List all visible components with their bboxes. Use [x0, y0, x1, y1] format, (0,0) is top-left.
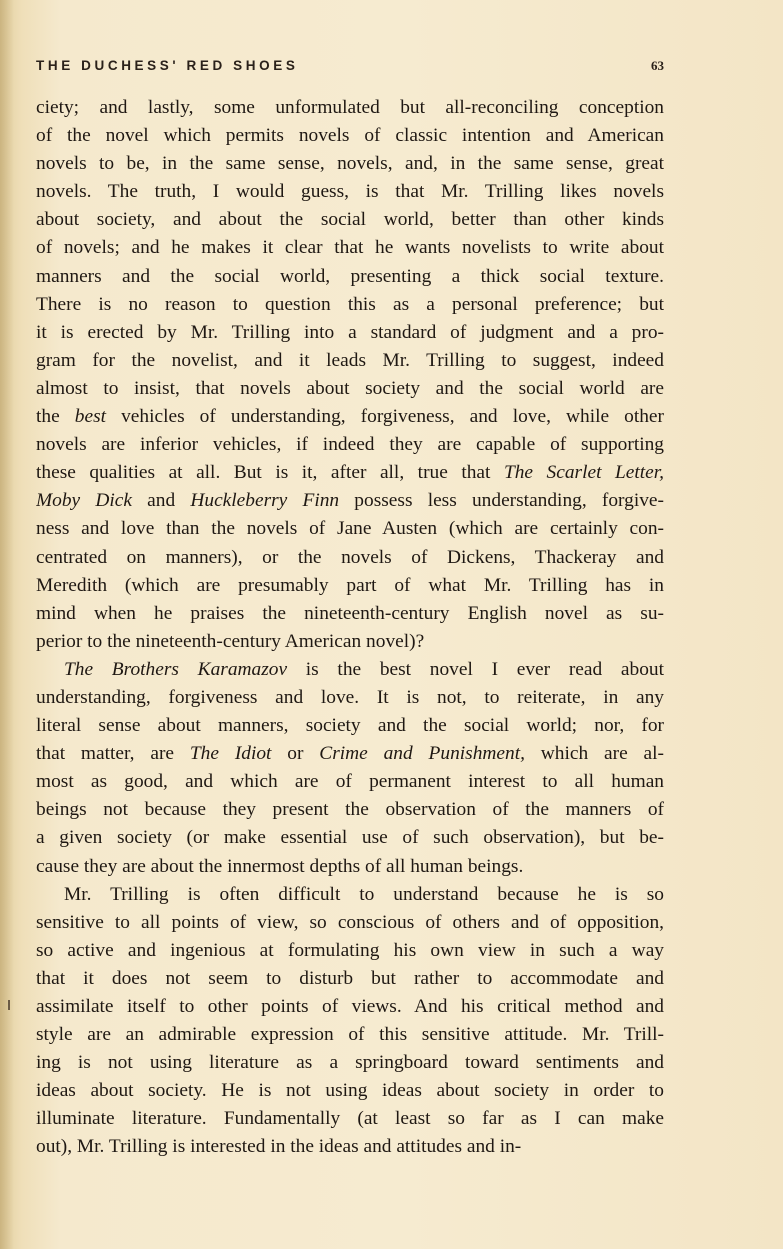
text-run: so active and ingenious at formulating his own view in such a way [36, 939, 664, 961]
text-run: style are an admirable expression of this sensitive attitude. Mr. Trill- [36, 1024, 664, 1046]
text-line [36, 487, 664, 515]
text-line [36, 403, 664, 431]
italic-title: The Idiot [189, 743, 272, 765]
italic-title: Moby Dick [36, 490, 132, 512]
text-line [36, 1049, 664, 1077]
text-line [36, 234, 664, 262]
text-line [36, 796, 664, 824]
italic-title: best [74, 406, 107, 428]
text-run: perior to the nineteenth-century American novel)? [36, 630, 425, 652]
text-line [36, 881, 664, 909]
text-run: out), Mr. Trilling is interested in the ideas and attitudes and in- [36, 1136, 522, 1158]
text-line [36, 628, 664, 656]
text-line [36, 768, 664, 796]
text-run: Meredith (which are presumably part of what Mr. Trilling has in [36, 574, 664, 596]
text-run: vehicles of understanding, forgiveness, and love, while other [106, 406, 664, 428]
text-run: gram for the novelist, and it leads Mr. Trilling to suggest, indeed [36, 349, 664, 371]
paragraph [36, 881, 664, 1162]
text-run: ideas about society. He is not using ideas about society in order to [36, 1080, 664, 1102]
text-run: of novels; and he makes it clear that he wants novelists to write about [36, 237, 664, 259]
text-run: which are al- [524, 743, 664, 765]
text-run: that it does not seem to disturb but rather to accommodate and [36, 967, 664, 989]
text-run: novels are inferior vehicles, if indeed they are capable of supporting [36, 434, 664, 456]
text-line [36, 150, 664, 178]
text-line [36, 909, 664, 937]
text-line [36, 319, 664, 347]
text-line [36, 1105, 664, 1133]
margin-mark [8, 1000, 10, 1010]
page-number: 63 [651, 58, 664, 73]
text-line [36, 853, 664, 881]
text-line [36, 740, 664, 768]
running-title: THE DUCHESS' RED SHOES [36, 58, 299, 73]
text-line [36, 375, 664, 403]
text-line [36, 600, 664, 628]
text-run: ness and love than the novels of Jane Austen (which are certainly con- [36, 518, 664, 540]
text-line [36, 122, 664, 150]
text-line [36, 94, 664, 122]
text-run: ciety; and lastly, some unformulated but all-reconciling conception [36, 97, 664, 118]
text-run: possess less understanding, forgive- [339, 490, 664, 512]
text-run: assimilate itself to other points of views. And his critical method and [36, 996, 664, 1017]
text-run: mind when he praises the nineteenth-century English novel as su- [36, 602, 664, 624]
text-run: There is no reason to question this as a personal preference; but [36, 293, 664, 315]
text-line [36, 712, 664, 740]
text-line [36, 684, 664, 712]
text-line [36, 656, 664, 684]
text-run: novels to be, in the same sense, novels, and, in the same sense, great [36, 153, 664, 175]
text-line [36, 1077, 664, 1105]
text-line [36, 291, 664, 319]
text-line [36, 937, 664, 965]
text-line [36, 206, 664, 234]
text-line [36, 178, 664, 206]
text-line [36, 993, 664, 1021]
italic-title: Huckleberry Finn [190, 490, 340, 512]
text-run: of the novel which permits novels of classic intention and American [36, 125, 664, 147]
text-run: illuminate literature. Fundamentally (at least so far as I can make [36, 1108, 664, 1130]
text-run: cause they are about the innermost depths of all human beings. [36, 855, 524, 877]
text-line [36, 572, 664, 600]
text-run: is the best novel I ever read about [287, 658, 664, 680]
text-run: centrated on manners), or the novels of Dickens, Thackeray and [36, 546, 664, 568]
text-line [36, 544, 664, 572]
text-line [36, 1133, 664, 1161]
paragraph [36, 656, 664, 881]
text-run: literal sense about manners, society and the social world; nor, for [36, 715, 664, 737]
text-run: most as good, and which are of permanent interest to all human [36, 771, 664, 793]
body-text [36, 94, 664, 1162]
text-run: these qualities at all. But is it, after all, true that [36, 462, 504, 484]
italic-title: The Scarlet Letter, [503, 462, 664, 484]
text-run: that matter, are [36, 743, 190, 765]
text-run: it is erected by Mr. Trilling into a standard of judgment and a pro- [36, 321, 664, 343]
spine-shadow [0, 0, 14, 1249]
text-run: novels. The truth, I would guess, is that Mr. Trilling likes novels [36, 181, 664, 203]
text-run: manners and the social world, presenting a thick social texture. [36, 265, 664, 287]
text-run: and [131, 490, 191, 512]
text-run: almost to insist, that novels about society and the social world are [36, 377, 664, 399]
text-line [36, 515, 664, 543]
paragraph [36, 94, 664, 656]
text-run: beings not because they present the observation of the manners of [36, 799, 664, 821]
text-line [36, 1021, 664, 1049]
text-run: Mr. Trilling is often difficult to understand because he is so [64, 883, 664, 905]
text-line [36, 965, 664, 993]
text-run: the [36, 406, 75, 428]
text-line [36, 347, 664, 375]
text-line [36, 431, 664, 459]
text-run: ing is not using literature as a springboard toward sentiments and [36, 1052, 664, 1074]
text-run: understanding, forgiveness and love. It is not, to reiterate, in any [36, 686, 664, 708]
text-line [36, 824, 664, 852]
text-line [36, 459, 664, 487]
italic-title: The Brothers Karamazov [64, 658, 288, 680]
text-run: about society, and about the social world, better than other kinds [36, 209, 664, 231]
italic-title: Crime and Punishment, [319, 743, 525, 765]
text-run: sensitive to all points of view, so conscious of others and of opposition, [36, 911, 664, 933]
text-run: a given society (or make essential use of such observation), but be- [36, 827, 664, 849]
text-line [36, 263, 664, 291]
text-run: or [271, 743, 320, 765]
running-head [36, 58, 664, 80]
